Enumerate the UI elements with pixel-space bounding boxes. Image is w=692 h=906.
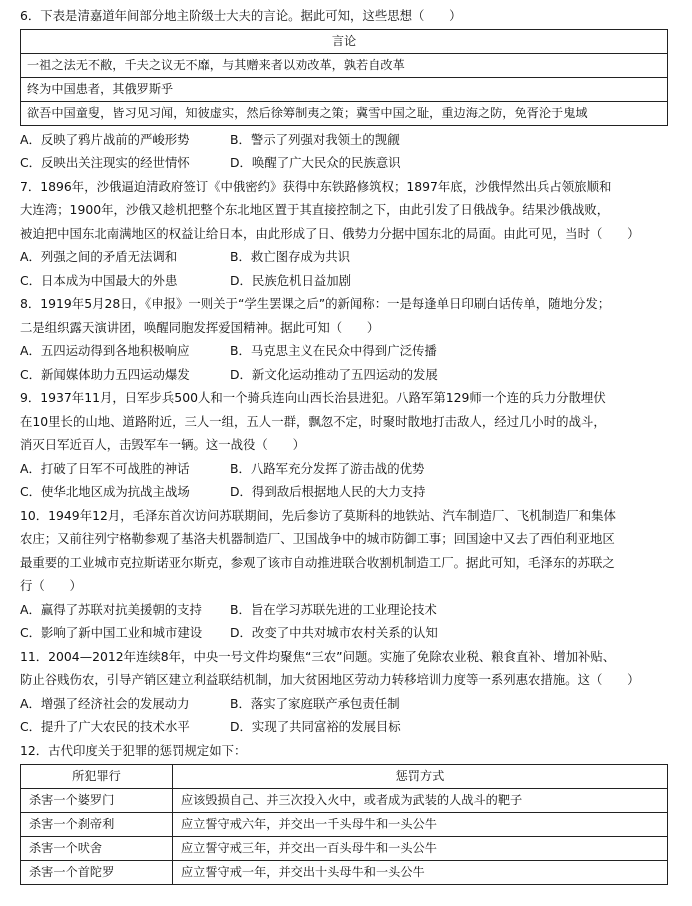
table-cell: 一祖之法无不敝，千夫之议无不靡，与其赠来者以劝改革，孰若自改革 — [21, 53, 668, 77]
option-c: C．提升了广大农民的技术水平 — [20, 719, 190, 734]
penalty-cell: 应立誓守戒一年，并交出十头母牛和一头公牛 — [173, 861, 668, 885]
option-a: A．赢得了苏联对抗美援朝的支持 — [20, 601, 202, 617]
question-text-line: 7．1896年，沙俄逼迫清政府签订《中俄密约》获得中东铁路修筑权；1897年底，沙俄悍然出兵占领旅顺和 — [20, 178, 612, 194]
options-row — [20, 621, 680, 645]
penalty-cell: 应立誓守戒三年，并交出一百头母牛和一头公牛 — [173, 837, 668, 861]
question-text-line: 行（ ） — [20, 578, 82, 593]
options-row — [20, 151, 680, 175]
table-row — [21, 837, 668, 861]
options-row — [20, 269, 680, 293]
options-row — [20, 339, 680, 363]
option-d: D．唤醒了广大民众的民族意识 — [230, 155, 401, 170]
table-row — [21, 53, 668, 77]
option-d: D．得到敌后根据地人民的大力支持 — [230, 484, 426, 499]
crime-cell: 杀害一个刹帝利 — [21, 813, 173, 837]
option-c: C．使华北地区成为抗战主战场 — [20, 484, 190, 499]
question-text-line: 被迫把中国东北南满地区的权益让给日本，由此形成了日、俄势力分据中国东北的局面。由此可见，当时（ ） — [20, 225, 640, 241]
option-a: A．打破了日军不可战胜的神话 — [20, 460, 190, 476]
table-header-row — [21, 29, 668, 53]
question-text-line: 11．2004—2012年连续8年，中央一号文件均聚焦“三农”问题。实施了免除农业税、粮食直补、增加补贴、 — [20, 648, 616, 664]
option-b: B．救亡图存成为共识 — [230, 249, 351, 264]
table-row — [21, 813, 668, 837]
option-b: B．落实了家庭联产承包责任制 — [230, 695, 400, 711]
question-11 — [20, 645, 680, 739]
question-8 — [20, 292, 680, 386]
question-text-line: 8．1919年5月28日，《申报》一则关于“学生罢课之后”的新闻称：一是每逢单日印刷白话传单，随地分发； — [20, 296, 611, 311]
option-b: B．马克思主义在民众中得到广泛传播 — [230, 343, 437, 358]
table-cell: 欲吾中国童叟，皆习见习闻，知彼虚实，然后徐筹制夷之策；冀雪中国之耻，重边海之防，免胥沦于鬼域 — [21, 101, 668, 125]
table-row — [21, 101, 668, 125]
penalty-cell: 应该毁损自己、并三次投入火中，或者成为武装的人战斗的靶子 — [173, 789, 668, 813]
question-12 — [20, 739, 680, 886]
option-b: B．八路军充分发挥了游击战的优势 — [230, 460, 425, 476]
question-stem: 6．下表是清嘉道年间部分地主阶级士大夫的言论。据此可知，这些思想（ ） — [20, 8, 462, 23]
question-7 — [20, 175, 680, 293]
table-header-crime: 所犯罪行 — [21, 765, 173, 789]
table-header-penalty: 惩罚方式 — [173, 765, 668, 789]
options-row — [20, 480, 680, 504]
crime-cell: 杀害一个婆罗门 — [21, 789, 173, 813]
question-9 — [20, 386, 680, 504]
table-header: 言论 — [21, 29, 668, 53]
quotes-table — [20, 29, 668, 126]
question-text-line: 10．1949年12月，毛泽东首次访问苏联期间，先后参访了莫斯科的地铁站、汽车制造厂、飞机制造厂和集体 — [20, 507, 616, 523]
table-row — [21, 789, 668, 813]
question-text-line: 大连湾；1900年，沙俄又趁机把整个东北地区置于其直接控制之下，由此引发了日俄战争。结果沙俄战败， — [20, 202, 610, 217]
question-6 — [20, 4, 680, 175]
table-row — [21, 77, 668, 101]
penalty-cell: 应立誓守戒六年，并交出一千头母牛和一头公牛 — [173, 813, 668, 837]
options-row — [20, 245, 680, 269]
question-text-line: 9．1937年11月，日军步兵500人和一个骑兵连向山西长治县进犯。八路军第129师一个连的兵力分散埋伏 — [20, 390, 606, 405]
question-text-line: 最重要的工业城市克拉斯诺亚尔斯克，参观了该市自动推进联合收割机制造工厂。据此可知，毛泽东的苏联之 — [20, 554, 615, 570]
punishment-table — [20, 764, 668, 885]
option-a: A．反映了鸦片战前的严峻形势 — [20, 131, 190, 147]
options-row — [20, 598, 680, 622]
question-stem: 12．古代印度关于犯罪的惩罚规定如下： — [20, 742, 247, 758]
question-text-line: 消灭日军近百人，击毁军车一辆。这一战役（ ） — [20, 437, 305, 452]
option-d: D．实现了共同富裕的发展目标 — [230, 719, 401, 734]
crime-cell: 杀害一个吠舍 — [21, 837, 173, 861]
option-b: B．旨在学习苏联先进的工业理论技术 — [230, 601, 437, 617]
option-c: C．影响了新中国工业和城市建设 — [20, 625, 203, 640]
table-row — [21, 861, 668, 885]
option-a: A．列强之间的矛盾无法调和 — [20, 249, 178, 264]
options-row — [20, 363, 680, 387]
table-cell: 终为中国患者，其俄罗斯乎 — [21, 77, 668, 101]
options-row — [20, 457, 680, 481]
question-text-line: 农庄；又前往列宁格勒参观了基洛夫机器制造厂、卫国战争中的城市防御工事；回国途中又去了西伯利亚地区 — [20, 531, 615, 546]
options-row — [20, 128, 680, 152]
option-a: A．增强了经济社会的发展动力 — [20, 695, 190, 711]
option-c: C．反映出关注现实的经世情怀 — [20, 155, 190, 170]
question-10 — [20, 504, 680, 645]
option-a: A．五四运动得到各地积极响应 — [20, 343, 190, 358]
question-text-line: 防止谷贱伤农，引导产销区建立利益联结机制，加大贫困地区劳动力转移培训力度等一系列惠农措施。这（ ） — [20, 672, 640, 687]
question-text-line: 二是组织露天演讲团，唤醒同胞发挥爱国精神。据此可知（ ） — [20, 319, 380, 335]
option-d: D．新文化运动推动了五四运动的发展 — [230, 366, 438, 382]
option-c: C．日本成为中国最大的外患 — [20, 272, 178, 288]
option-d: D．改变了中共对城市农村关系的认知 — [230, 625, 438, 640]
question-text-line: 在10里长的山地、道路附近，三人一组，五人一群，飘忽不定，时聚时散地打击敌人，经过几小时的战斗， — [20, 413, 606, 429]
table-header-row — [21, 765, 668, 789]
option-c: C．新闻媒体助力五四运动爆发 — [20, 366, 190, 382]
option-b: B．警示了列强对我领土的觊觎 — [230, 131, 400, 147]
options-row — [20, 715, 680, 739]
options-row — [20, 692, 680, 716]
crime-cell: 杀害一个首陀罗 — [21, 861, 173, 885]
option-d: D．民族危机日益加剧 — [230, 272, 352, 288]
